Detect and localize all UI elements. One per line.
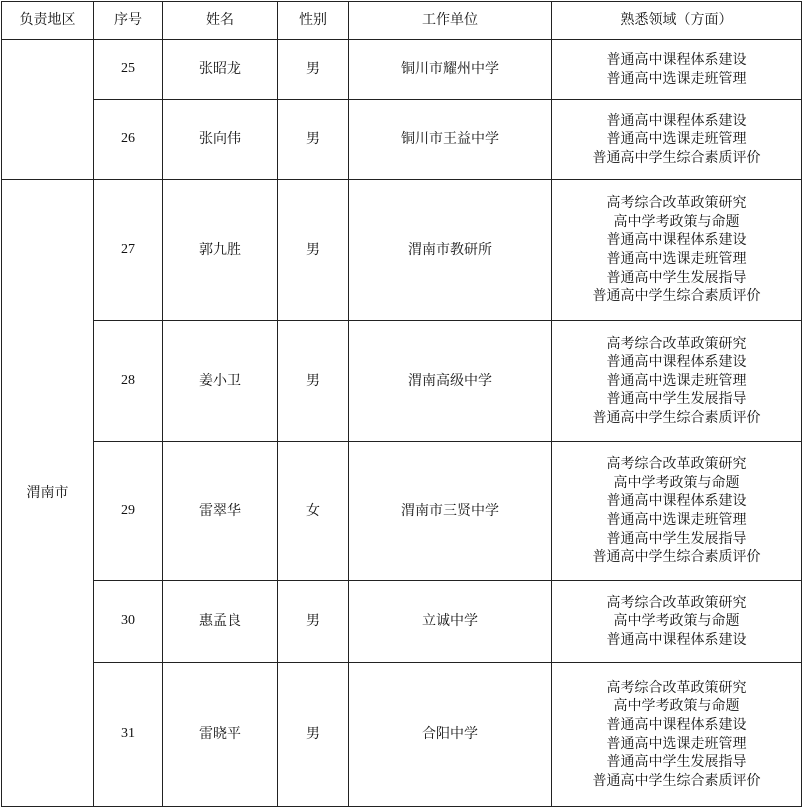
unit-cell: 铜川市王益中学 xyxy=(349,100,552,180)
name-cell: 张昭龙 xyxy=(163,40,278,100)
seq-cell: 26 xyxy=(94,100,163,180)
area-item: 普通高中课程体系建设 xyxy=(606,631,747,648)
seq-cell: 28 xyxy=(94,321,163,442)
area-item: 普通高中选课走班管理 xyxy=(606,131,747,148)
name-cell: 姜小卫 xyxy=(163,321,278,442)
area-item: 高中学考政策与命题 xyxy=(613,213,740,230)
area-item: 普通高中课程体系建设 xyxy=(606,493,747,510)
name-cell: 雷晓平 xyxy=(163,663,278,807)
unit-cell: 渭南市教研所 xyxy=(349,180,552,321)
name-cell: 郭九胜 xyxy=(163,180,278,321)
area-item: 普通高中学生综合素质评价 xyxy=(592,549,761,566)
area-item: 普通高中选课走班管理 xyxy=(606,70,747,87)
table-row xyxy=(2,581,802,663)
area-item: 普通高中课程体系建设 xyxy=(606,232,747,249)
area-item: 普通高中学生综合素质评价 xyxy=(592,288,761,305)
area-item: 普通高中学生综合素质评价 xyxy=(592,409,761,426)
table-row xyxy=(2,100,802,180)
name-cell: 雷翠华 xyxy=(163,442,278,581)
seq-cell: 31 xyxy=(94,663,163,807)
region-cell xyxy=(2,40,94,180)
header-unit: 工作单位 xyxy=(349,2,552,40)
table-row xyxy=(2,442,802,581)
unit-cell: 合阳中学 xyxy=(349,663,552,807)
area-item: 普通高中课程体系建设 xyxy=(606,354,747,371)
gender-cell: 男 xyxy=(278,663,349,807)
areas-cell xyxy=(552,321,802,442)
seq-cell: 29 xyxy=(94,442,163,581)
area-item: 普通高中选课走班管理 xyxy=(606,251,747,267)
area-item: 高考综合改革政策研究 xyxy=(606,456,747,473)
area-item: 普通高中课程体系建设 xyxy=(606,112,747,129)
area-item: 普通高中学生发展指导 xyxy=(606,269,747,286)
areas-cell xyxy=(552,40,802,100)
areas-cell xyxy=(552,100,802,180)
areas-cell xyxy=(552,581,802,663)
region-cell: 渭南市 xyxy=(2,180,94,807)
area-item: 高考综合改革政策研究 xyxy=(606,335,747,352)
areas-cell xyxy=(552,180,802,321)
area-item: 普通高中选课走班管理 xyxy=(606,372,747,389)
area-item: 普通高中学生发展指导 xyxy=(606,754,747,771)
area-item: 普通高中课程体系建设 xyxy=(606,51,747,68)
header-no: 序号 xyxy=(94,2,163,40)
area-item: 高考综合改革政策研究 xyxy=(606,679,747,696)
header-gender: 性别 xyxy=(278,2,349,40)
header-name: 姓名 xyxy=(163,2,278,40)
unit-cell: 渭南高级中学 xyxy=(349,321,552,442)
table-row xyxy=(2,321,802,442)
area-item: 普通高中选课走班管理 xyxy=(606,512,747,528)
seq-cell: 30 xyxy=(94,581,163,663)
name-cell: 张向伟 xyxy=(163,100,278,180)
area-item: 高中学考政策与命题 xyxy=(613,698,740,715)
header-row xyxy=(2,2,802,40)
gender-cell: 男 xyxy=(278,40,349,100)
areas-cell xyxy=(552,442,802,581)
area-item: 高中学考政策与命题 xyxy=(613,613,740,630)
header-areas: 熟悉领域（方面） xyxy=(552,2,802,40)
unit-cell: 渭南市三贤中学 xyxy=(349,442,552,581)
area-item: 高中学考政策与命题 xyxy=(613,474,740,491)
gender-cell: 男 xyxy=(278,100,349,180)
header-region: 负责地区 xyxy=(2,2,94,40)
area-item: 高考综合改革政策研究 xyxy=(606,594,747,611)
table-row xyxy=(2,180,802,321)
unit-cell: 立诚中学 xyxy=(349,581,552,663)
table-body xyxy=(2,40,802,807)
gender-cell: 男 xyxy=(278,180,349,321)
name-cell: 惠孟良 xyxy=(163,581,278,663)
area-item: 普通高中学生综合素质评价 xyxy=(592,772,761,789)
seq-cell: 27 xyxy=(94,180,163,321)
gender-cell: 女 xyxy=(278,442,349,581)
area-item: 高考综合改革政策研究 xyxy=(606,195,747,212)
table-row xyxy=(2,663,802,807)
area-item: 普通高中学生发展指导 xyxy=(606,530,747,547)
area-item: 普通高中课程体系建设 xyxy=(606,716,747,733)
area-item: 普通高中学生发展指导 xyxy=(606,391,747,408)
gender-cell: 男 xyxy=(278,581,349,663)
unit-cell: 铜川市耀州中学 xyxy=(349,40,552,100)
areas-cell xyxy=(552,663,802,807)
area-item: 普通高中学生综合素质评价 xyxy=(592,149,761,166)
table-row xyxy=(2,40,802,100)
gender-cell: 男 xyxy=(278,321,349,442)
expert-table xyxy=(1,1,802,807)
area-item: 普通高中选课走班管理 xyxy=(606,735,747,752)
seq-cell: 25 xyxy=(94,40,163,100)
